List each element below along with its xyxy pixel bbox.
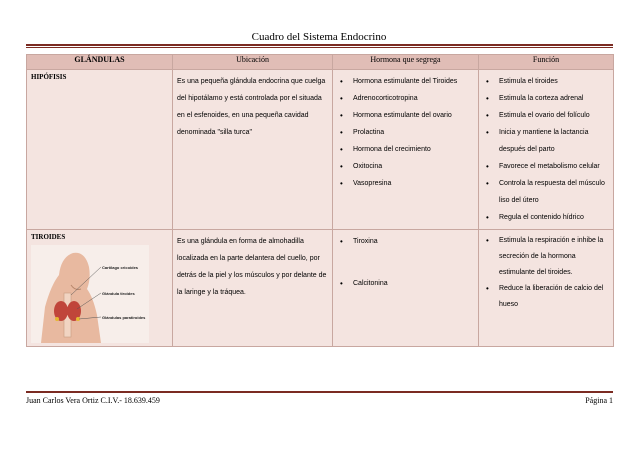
header-rule-thin [26, 47, 613, 48]
table-row [27, 230, 614, 347]
function-item: • Favorece el metabolismo celular [483, 158, 609, 175]
hormone-item: • Hormona estimulante del Tiroides [337, 73, 474, 90]
function-item: • Controla la respuesta del músculo liso del útero [483, 175, 609, 209]
footer-page-number: Página 1 [585, 396, 613, 405]
hormone-item: • Tiroxina [337, 233, 474, 250]
functions-cell [479, 70, 614, 230]
hormone-item: • Adrenocorticotropina [337, 90, 474, 107]
page-title: Cuadro del Sistema Endocrino [251, 31, 387, 43]
table-header-row [27, 55, 614, 70]
illustration-label: Glándulas paratiroides [102, 315, 146, 320]
header-rule [26, 44, 613, 46]
function-item: • Estimula la corteza adrenal [483, 90, 609, 107]
table-row [27, 70, 614, 230]
functions-cell [479, 230, 614, 347]
function-item: • Estimula el ovario del folículo [483, 107, 609, 124]
hormones-cell [333, 230, 479, 347]
function-item: • Estimula la respiración e inhibe la secreción de la hormona estimulante del tiroides. [483, 233, 609, 281]
thyroid-illustration [31, 245, 149, 343]
hormone-item: • Vasopresina [337, 175, 474, 192]
function-item: • Estimula el tiroides [483, 73, 609, 90]
gland-name: TIROIDES [31, 233, 66, 241]
header-ubicacion: Ubicación [173, 55, 333, 70]
function-item: • Inicia y mantiene la lactancia después del parto [483, 124, 609, 158]
gland-cell [27, 230, 173, 347]
location-text: Es una glándula en forma de almohadilla localizada en la parte delantera del cuello, por detrás de la piel y los músculos y por delante de la laringe y la tráquea. [177, 238, 327, 296]
hormone-item: • Oxitocina [337, 158, 474, 175]
hormone-item: • Hormona estimulante del ovario [337, 107, 474, 124]
illustration-label: Glándula tiroides [102, 291, 135, 296]
header-hormona: Hormona que segrega [333, 55, 479, 70]
location-cell [173, 70, 333, 230]
header-funcion: Función [479, 55, 614, 70]
hormone-item: • Calcitonina [337, 275, 474, 292]
function-item: • Regula el contenido hídrico [483, 209, 609, 226]
hormone-item: • Hormona del crecimiento [337, 141, 474, 158]
illustration-label: Cartílago cricoides [102, 265, 139, 270]
location-text: Es una pequeña glándula endocrina que cuelga del hipotálamo y está controlada por el situada en el esfenoides, en una pequeña cavidad denominada "silla turca" [177, 78, 326, 136]
footer-rule [26, 391, 613, 393]
footer-author: Juan Carlos Vera Ortiz C.I.V.- 18.639.459 [26, 396, 160, 405]
hormones-cell [333, 70, 479, 230]
hormone-item: • Prolactina [337, 124, 474, 141]
location-cell [173, 230, 333, 347]
gland-name: HIPÓFISIS [27, 70, 173, 230]
function-item: • Reduce la liberación de calcio del hueso [483, 281, 609, 313]
endocrine-table [26, 54, 614, 347]
header-glandulas: GLÁNDULAS [27, 55, 173, 70]
